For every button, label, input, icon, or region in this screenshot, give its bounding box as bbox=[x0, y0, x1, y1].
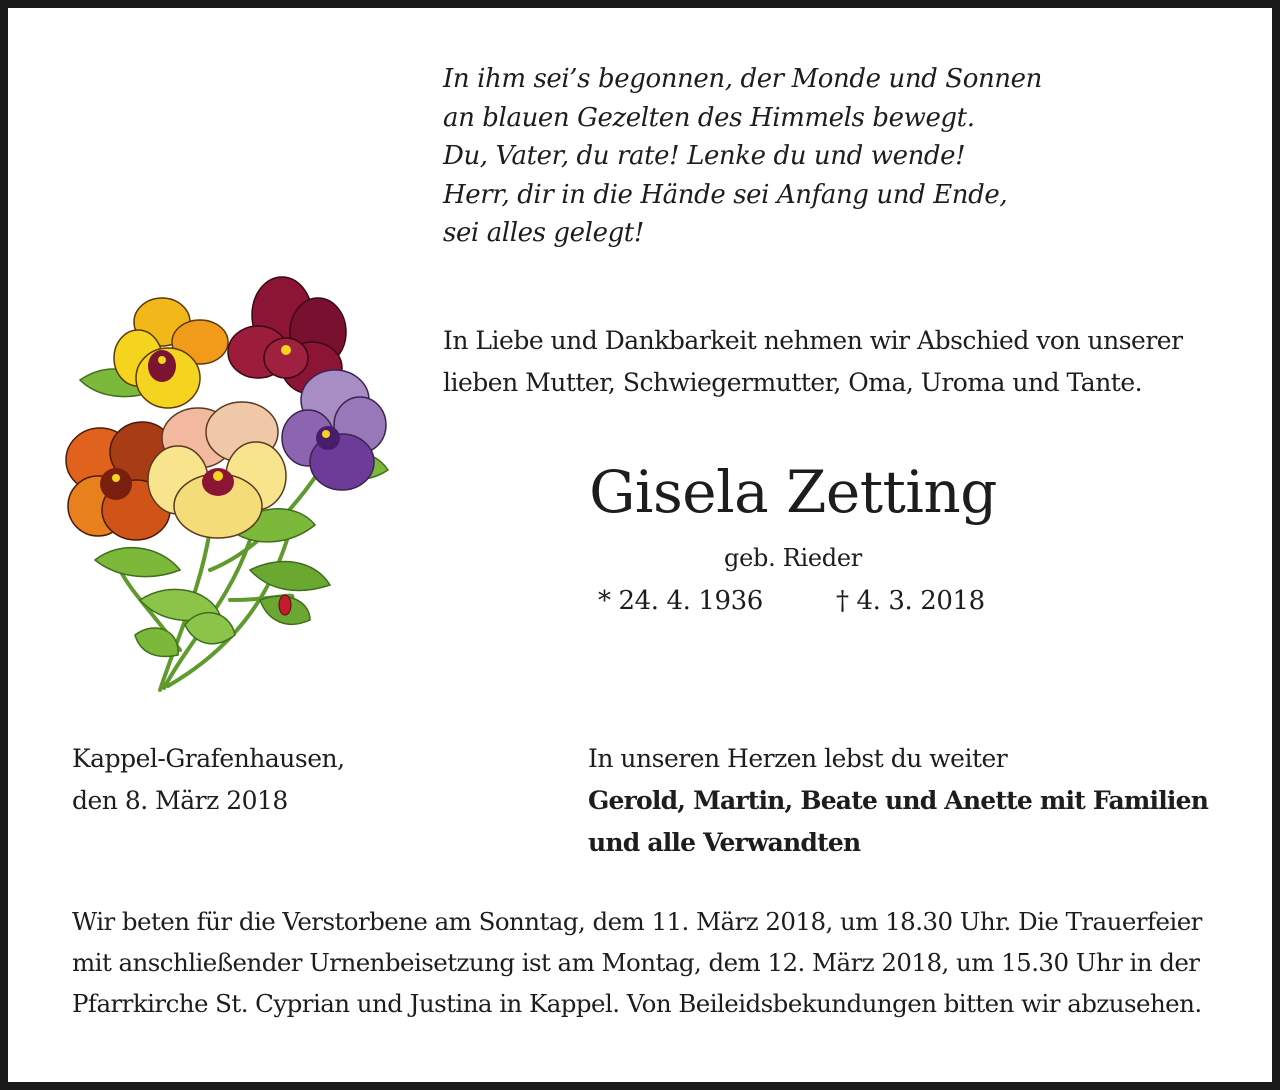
intro bbox=[443, 320, 1243, 404]
poem-line: Du, Vater, du rate! Lenke du und wende! bbox=[443, 141, 966, 171]
intro-line: In Liebe und Dankbarkeit nehmen wir Abschied von unserer bbox=[443, 326, 1183, 355]
poem-line: In ihm sei’s begonnen, der Monde und Sonnen bbox=[443, 64, 1042, 94]
place-town: Kappel-Grafenhausen, bbox=[72, 744, 345, 773]
place-and-date bbox=[72, 738, 345, 822]
poem-line: sei alles gelegt! bbox=[443, 218, 644, 248]
poem-line: an blauen Gezelten des Himmels bewegt. bbox=[443, 102, 975, 133]
mourners bbox=[588, 738, 1248, 864]
mourners-lead: In unseren Herzen lebst du weiter bbox=[588, 744, 1008, 773]
death-date: † 4. 3. 2018 bbox=[836, 586, 985, 616]
birth-date: * 24. 4. 1936 bbox=[598, 586, 763, 616]
bud-icon bbox=[279, 595, 291, 615]
mourners-relatives: und alle Verwandten bbox=[588, 828, 861, 857]
poem-line: Herr, dir in die Hände sei Anfang und Ende, bbox=[443, 179, 1008, 210]
intro-line: lieben Mutter, Schwiegermutter, Oma, Uroma und Tante. bbox=[443, 368, 1143, 397]
pansy-bouquet-icon bbox=[60, 270, 400, 700]
place-date: den 8. März 2018 bbox=[72, 786, 288, 815]
notice-line: Pfarrkirche St. Cyprian und Justina in Kappel. Von Beileidsbekundungen bitten wir abzusehen. bbox=[72, 989, 1202, 1018]
notice-line: mit anschließender Urnenbeisetzung ist am Montag, dem 12. März 2018, um 15.30 Uhr in der bbox=[72, 948, 1200, 977]
maiden-name: geb. Rieder bbox=[724, 544, 862, 572]
deceased-name: Gisela Zetting bbox=[589, 458, 997, 526]
mourners-names: Gerold, Martin, Beate und Anette mit Familien bbox=[588, 786, 1209, 815]
service-notice bbox=[72, 901, 1232, 1024]
notice-line: Wir beten für die Verstorbene am Sonntag, dem 11. März 2018, um 18.30 Uhr. Die Trauerfeier bbox=[72, 907, 1202, 936]
poem bbox=[443, 60, 1223, 253]
